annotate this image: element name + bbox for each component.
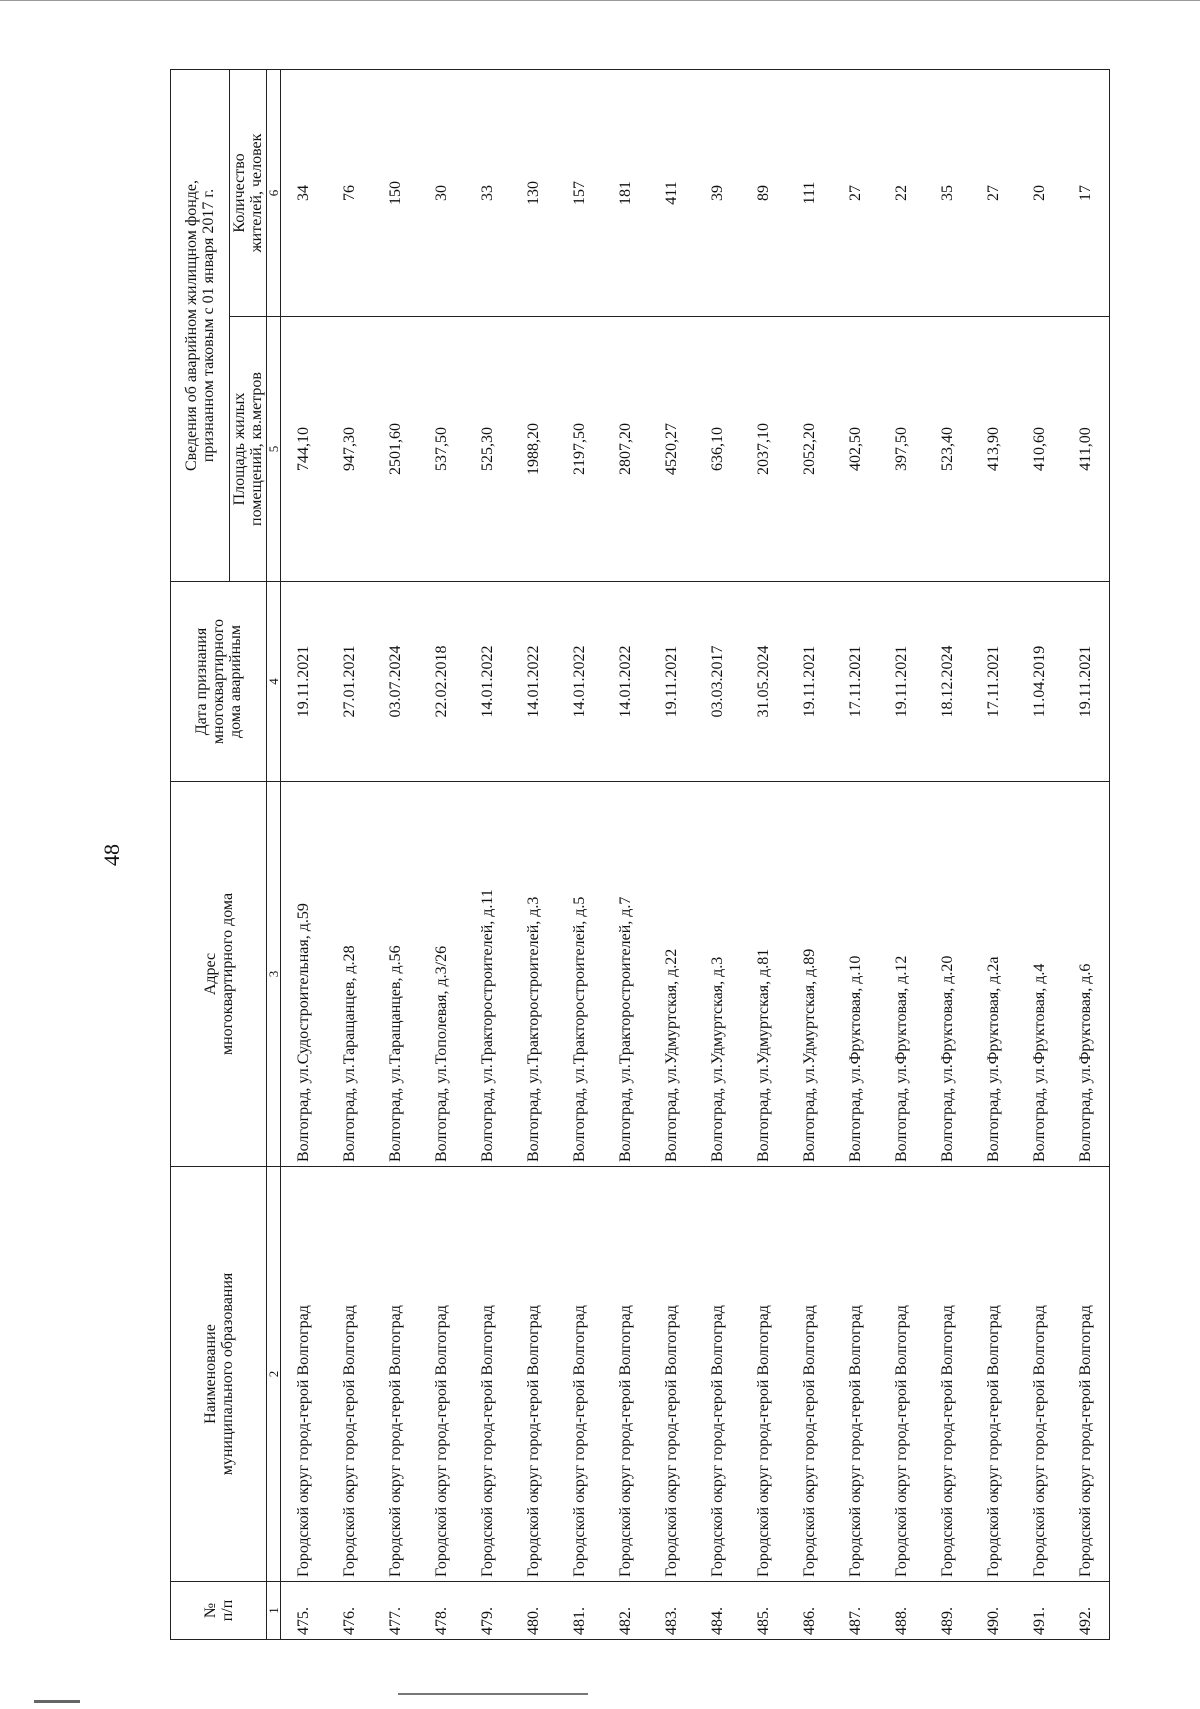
- resident-count: 76: [327, 69, 373, 316]
- living-area: 413,90: [971, 317, 1017, 582]
- header-area: Площадь жилых помещений, кв.метров: [230, 317, 267, 582]
- municipality-name: Городской округ город-герой Волгоград: [511, 1167, 557, 1582]
- building-address: Волгоград, ул.Фруктовая, д.10: [833, 782, 879, 1167]
- table-row: [1063, 69, 1110, 1639]
- municipality-name: Городской округ город-герой Волгоград: [465, 1167, 511, 1582]
- column-number-row: [267, 69, 281, 1639]
- resident-count: 35: [925, 69, 971, 316]
- column-number: 5: [267, 317, 281, 582]
- building-address: Волгоград, ул.Удмуртская, д.3: [695, 782, 741, 1167]
- living-area: 410,60: [1017, 317, 1063, 582]
- row-number: 482.: [603, 1582, 649, 1640]
- building-address: Волгоград, ул.Тракторостроителей, д.11: [465, 782, 511, 1167]
- municipality-name: Городской округ город-герой Волгоград: [649, 1167, 695, 1582]
- municipality-name: Городской округ город-герой Волгоград: [879, 1167, 925, 1582]
- row-number: 483.: [649, 1582, 695, 1640]
- header-emergency-info: Сведения об аварийном жилищном фонде, признанном таковым с 01 января 2017 г.: [171, 69, 230, 581]
- resident-count: 20: [1017, 69, 1063, 316]
- municipality-name: Городской округ город-герой Волгоград: [1063, 1167, 1110, 1582]
- table-row: [787, 69, 833, 1639]
- resident-count: 39: [695, 69, 741, 316]
- row-number: 492.: [1063, 1582, 1110, 1640]
- emergency-date: 19.11.2021: [649, 582, 695, 782]
- living-area: 411,00: [1063, 317, 1110, 582]
- living-area: 523,40: [925, 317, 971, 582]
- emergency-date: 19.11.2021: [281, 582, 328, 782]
- table-row: [373, 69, 419, 1639]
- building-address: Волгоград, ул.Фруктовая, д.2а: [971, 782, 1017, 1167]
- emergency-date: 22.02.2018: [419, 582, 465, 782]
- row-number: 475.: [281, 1582, 328, 1640]
- emergency-date: 03.07.2024: [373, 582, 419, 782]
- table-body: [281, 69, 1110, 1639]
- building-address: Волгоград, ул.Тракторостроителей, д.5: [557, 782, 603, 1167]
- resident-count: 27: [971, 69, 1017, 316]
- municipality-name: Городской округ город-герой Волгоград: [373, 1167, 419, 1582]
- resident-count: 34: [281, 69, 328, 316]
- municipality-name: Городской округ город-герой Волгоград: [281, 1167, 328, 1582]
- building-address: Волгоград, ул.Тракторостроителей, д.7: [603, 782, 649, 1167]
- building-address: Волгоград, ул.Удмуртская, д.89: [787, 782, 833, 1167]
- table-row: [327, 69, 373, 1639]
- rotated-table-container: [170, 70, 1100, 1640]
- row-number: 488.: [879, 1582, 925, 1640]
- building-address: Волгоград, ул.Судостроительная, д.59: [281, 782, 328, 1167]
- emergency-date: 19.11.2021: [1063, 582, 1110, 782]
- building-address: Волгоград, ул.Удмуртская, д.22: [649, 782, 695, 1167]
- table-row: [695, 69, 741, 1639]
- living-area: 1988,20: [511, 317, 557, 582]
- row-number: 491.: [1017, 1582, 1063, 1640]
- row-number: 477.: [373, 1582, 419, 1640]
- header-date: Дата признания многоквартирного дома аварийным: [171, 582, 267, 782]
- table-row: [603, 69, 649, 1639]
- living-area: 402,50: [833, 317, 879, 582]
- emergency-date: 31.05.2024: [741, 582, 787, 782]
- resident-count: 111: [787, 69, 833, 316]
- living-area: 947,30: [327, 317, 373, 582]
- emergency-date: 19.11.2021: [879, 582, 925, 782]
- emergency-date: 14.01.2022: [603, 582, 649, 782]
- table-row: [833, 69, 879, 1639]
- living-area: 2197,50: [557, 317, 603, 582]
- living-area: 537,50: [419, 317, 465, 582]
- bottom-scan-rule: [398, 1693, 588, 1695]
- living-area: 2052,20: [787, 317, 833, 582]
- table-row: [879, 69, 925, 1639]
- header-residents: Количество жителей, человек: [230, 69, 267, 316]
- emergency-date: 03.03.2017: [695, 582, 741, 782]
- municipality-name: Городской округ город-герой Волгоград: [603, 1167, 649, 1582]
- table-row: [741, 69, 787, 1639]
- emergency-date: 27.01.2021: [327, 582, 373, 782]
- table-row: [511, 69, 557, 1639]
- resident-count: 181: [603, 69, 649, 316]
- header-row: [171, 69, 230, 1639]
- emergency-date: 17.11.2021: [833, 582, 879, 782]
- municipality-name: Городской округ город-герой Волгоград: [1017, 1167, 1063, 1582]
- table-row: [971, 69, 1017, 1639]
- resident-count: 130: [511, 69, 557, 316]
- building-address: Волгоград, ул.Фруктовая, д.20: [925, 782, 971, 1167]
- top-edge-rule: [0, 0, 1200, 1]
- row-number: 487.: [833, 1582, 879, 1640]
- building-address: Волгоград, ул.Фруктовая, д.4: [1017, 782, 1063, 1167]
- municipality-name: Городской округ город-герой Волгоград: [787, 1167, 833, 1582]
- row-number: 485.: [741, 1582, 787, 1640]
- resident-count: 17: [1063, 69, 1110, 316]
- table-row: [649, 69, 695, 1639]
- column-number: 6: [267, 69, 281, 316]
- emergency-housing-table: [170, 69, 1110, 1640]
- row-number: 489.: [925, 1582, 971, 1640]
- resident-count: 89: [741, 69, 787, 316]
- living-area: 2501,60: [373, 317, 419, 582]
- building-address: Волгоград, ул.Таращанцев, д.28: [327, 782, 373, 1167]
- resident-count: 150: [373, 69, 419, 316]
- emergency-date: 14.01.2022: [465, 582, 511, 782]
- header-municipality: Наименование муниципального образования: [171, 1167, 267, 1582]
- municipality-name: Городской округ город-герой Волгоград: [695, 1167, 741, 1582]
- header-num: № п/п: [171, 1582, 267, 1640]
- building-address: Волгоград, ул.Тополевая, д.3/26: [419, 782, 465, 1167]
- resident-count: 411: [649, 69, 695, 316]
- living-area: 397,50: [879, 317, 925, 582]
- row-number: 481.: [557, 1582, 603, 1640]
- living-area: 636,10: [695, 317, 741, 582]
- resident-count: 30: [419, 69, 465, 316]
- table-row: [557, 69, 603, 1639]
- resident-count: 33: [465, 69, 511, 316]
- table-row: [281, 69, 328, 1639]
- row-number: 476.: [327, 1582, 373, 1640]
- table-row: [1017, 69, 1063, 1639]
- emergency-date: 17.11.2021: [971, 582, 1017, 782]
- building-address: Волгоград, ул.Тракторостроителей, д.3: [511, 782, 557, 1167]
- column-number: 3: [267, 782, 281, 1167]
- resident-count: 157: [557, 69, 603, 316]
- header-address: Адрес многоквартирного дома: [171, 782, 267, 1167]
- row-number: 478.: [419, 1582, 465, 1640]
- column-number: 1: [267, 1582, 281, 1640]
- living-area: 2037,10: [741, 317, 787, 582]
- column-number: 2: [267, 1167, 281, 1582]
- building-address: Волгоград, ул.Фруктовая, д.6: [1063, 782, 1110, 1167]
- column-number: 4: [267, 582, 281, 782]
- building-address: Волгоград, ул.Фруктовая, д.12: [879, 782, 925, 1167]
- emergency-date: 18.12.2024: [925, 582, 971, 782]
- row-number: 484.: [695, 1582, 741, 1640]
- emergency-date: 14.01.2022: [557, 582, 603, 782]
- resident-count: 27: [833, 69, 879, 316]
- building-address: Волгоград, ул.Таращанцев, д.56: [373, 782, 419, 1167]
- table-row: [925, 69, 971, 1639]
- row-number: 486.: [787, 1582, 833, 1640]
- living-area: 2807,20: [603, 317, 649, 582]
- living-area: 4520,27: [649, 317, 695, 582]
- municipality-name: Городской округ город-герой Волгоград: [925, 1167, 971, 1582]
- municipality-name: Городской округ город-герой Волгоград: [557, 1167, 603, 1582]
- emergency-date: 14.01.2022: [511, 582, 557, 782]
- building-address: Волгоград, ул.Удмуртская, д.81: [741, 782, 787, 1167]
- emergency-date: 11.04.2019: [1017, 582, 1063, 782]
- resident-count: 22: [879, 69, 925, 316]
- municipality-name: Городской округ город-герой Волгоград: [327, 1167, 373, 1582]
- table-row: [419, 69, 465, 1639]
- row-number: 479.: [465, 1582, 511, 1640]
- living-area: 744,10: [281, 317, 328, 582]
- municipality-name: Городской округ город-герой Волгоград: [741, 1167, 787, 1582]
- municipality-name: Городской округ город-герой Волгоград: [419, 1167, 465, 1582]
- page-number: 48: [99, 844, 124, 866]
- row-number: 480.: [511, 1582, 557, 1640]
- row-number: 490.: [971, 1582, 1017, 1640]
- emergency-date: 19.11.2021: [787, 582, 833, 782]
- living-area: 525,30: [465, 317, 511, 582]
- table-row: [465, 69, 511, 1639]
- bottom-scan-mark: [34, 1700, 80, 1703]
- municipality-name: Городской округ город-герой Волгоград: [833, 1167, 879, 1582]
- municipality-name: Городской округ город-герой Волгоград: [971, 1167, 1017, 1582]
